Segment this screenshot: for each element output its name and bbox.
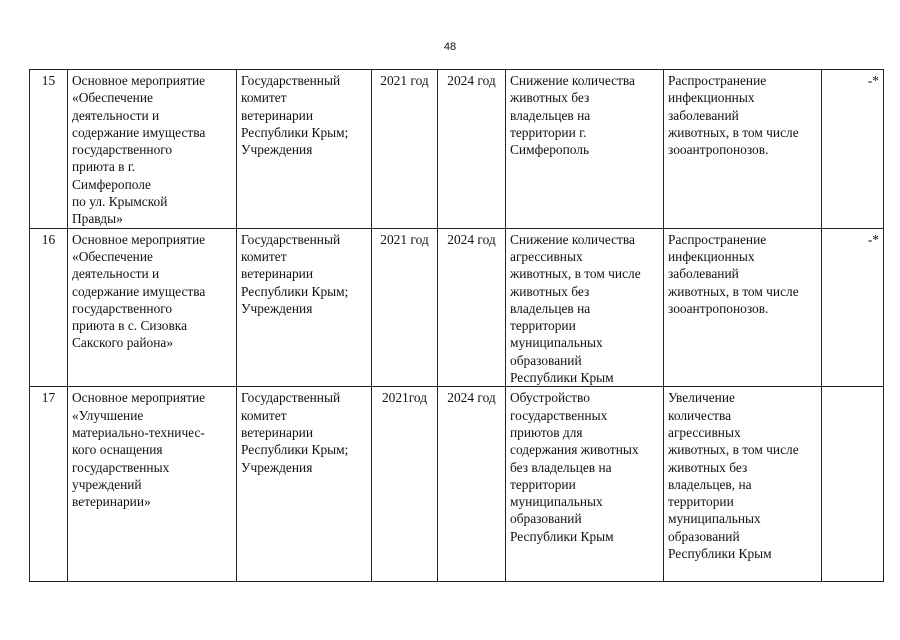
row-number xyxy=(30,387,68,582)
row-number-text: 17 xyxy=(41,390,56,406)
consequences-cell xyxy=(664,228,822,387)
executor-text: Государственный комитет ветеринарии Республики Крым; Учреждения xyxy=(241,390,349,475)
measure-cell xyxy=(68,387,237,582)
note-cell xyxy=(822,387,884,582)
result-cell xyxy=(506,228,664,387)
start-year-text: 2021год xyxy=(381,390,428,406)
start-year-cell xyxy=(372,387,438,582)
result-text: Снижение количества животных без владельцев на территории г. Симферополь xyxy=(510,73,635,158)
table-row xyxy=(30,387,884,582)
note-text: -* xyxy=(867,231,879,247)
start-year-cell xyxy=(372,228,438,387)
end-year-cell xyxy=(438,70,506,229)
note-text: -* xyxy=(867,73,879,88)
result-cell xyxy=(506,70,664,229)
result-text: Снижение количества агрессивных животных, в том числе животных без владельцев на территории муниципальных образований Республики Крым xyxy=(510,231,641,386)
measure-text: Основное мероприятие «Обеспечение деятельности и содержание имущества государственного приюта в с. Сизовка Сакского района» xyxy=(72,231,206,351)
start-year-text: 2021 год xyxy=(380,73,429,88)
row-number-text: 15 xyxy=(41,73,56,88)
measure-cell xyxy=(68,70,237,229)
consequences-text: Распространение инфекционных заболеваний животных, в том числе зооантропонозов. xyxy=(668,73,799,158)
executor-text: Государственный комитет ветеринарии Республики Крым; Учреждения xyxy=(241,73,349,158)
consequences-cell xyxy=(664,70,822,229)
end-year-text: 2024 год xyxy=(447,231,496,247)
consequences-cell xyxy=(664,387,822,582)
note-cell xyxy=(822,70,884,229)
executor-cell xyxy=(237,228,372,387)
table-row xyxy=(30,70,884,229)
consequences-text: Распространение инфекционных заболеваний животных, в том числе зооантропонозов. xyxy=(668,231,799,316)
page-number: 48 xyxy=(443,41,457,53)
result-text: Обустройство государственных приютов для содержания животных без владельцев на территории муниципальных образований Республики Крым xyxy=(510,390,639,544)
note-cell xyxy=(822,228,884,387)
executor-cell xyxy=(237,387,372,582)
row-number xyxy=(30,70,68,229)
program-measures-table xyxy=(29,69,884,582)
start-year-text: 2021 год xyxy=(380,231,429,247)
end-year-cell xyxy=(438,228,506,387)
executor-text: Государственный комитет ветеринарии Республики Крым; Учреждения xyxy=(241,231,349,316)
consequences-text: Увеличение количества агрессивных животных, в том числе животных без владельцев, на территории муниципальных образований Республики Крым xyxy=(668,390,799,562)
executor-cell xyxy=(237,70,372,229)
result-cell xyxy=(506,387,664,582)
measure-cell xyxy=(68,228,237,387)
start-year-cell xyxy=(372,70,438,229)
end-year-text: 2024 год xyxy=(447,73,496,88)
table-row xyxy=(30,228,884,387)
measure-text: Основное мероприятие «Улучшение материально-техничес- кого оснащения государственных учреждений ветеринарии» xyxy=(72,390,206,510)
row-number xyxy=(30,228,68,387)
measure-text: Основное мероприятие «Обеспечение деятельности и содержание имущества государственного приюта в г. Симферополе по ул. Крымской Правды» xyxy=(72,73,206,227)
row-number-text: 16 xyxy=(41,231,56,247)
end-year-text: 2024 год xyxy=(447,390,496,406)
end-year-cell xyxy=(438,387,506,582)
